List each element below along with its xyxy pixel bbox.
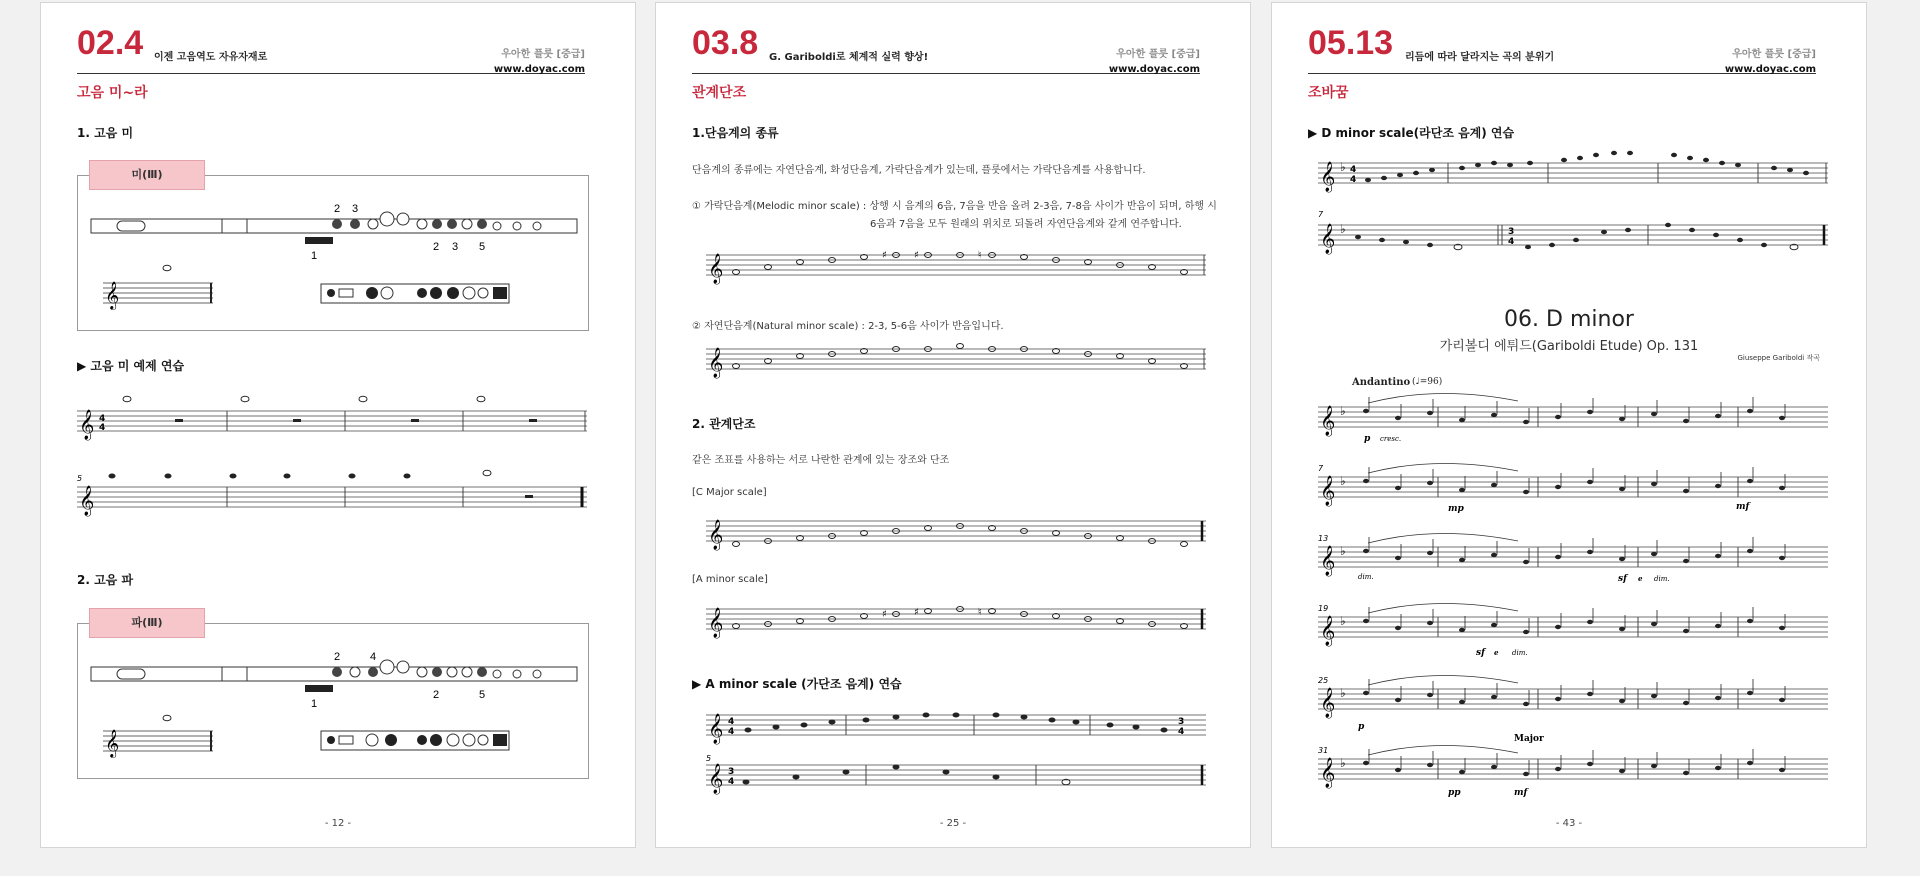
dynamic-mark: e (1494, 648, 1499, 657)
flat-sign: ♭ (1340, 614, 1346, 628)
svg-text:2: 2 (334, 651, 341, 663)
staff-a-minor (706, 603, 1206, 639)
dynamic-mark: p (1364, 434, 1371, 444)
note-head (1459, 628, 1465, 632)
note-head (1523, 490, 1529, 494)
svg-text:5: 5 (479, 241, 486, 253)
dynamic-mark: mf (1514, 788, 1528, 798)
note-head (1747, 619, 1753, 623)
note-head (1619, 627, 1625, 631)
chapter-number: 03.8 (692, 24, 759, 62)
measure-number: 7 (1318, 210, 1324, 219)
svg-text:𝄞: 𝄞 (708, 348, 724, 378)
svg-text:3: 3 (1508, 227, 1515, 237)
flat-sign: ♭ (1340, 756, 1346, 770)
staff-practice-2 (77, 473, 587, 517)
svg-text:1: 1 (311, 698, 318, 710)
svg-text:𝄞: 𝄞 (105, 281, 120, 309)
svg-text:♭: ♭ (1340, 222, 1346, 236)
staff-c-major (706, 515, 1206, 551)
staff-mi-note (103, 271, 223, 311)
svg-text:♭: ♭ (1340, 160, 1346, 174)
note-head (1523, 630, 1529, 634)
measure-number: 5 (706, 754, 712, 763)
note-head (1747, 479, 1753, 483)
note-head (1651, 764, 1657, 768)
page-43 (1271, 2, 1867, 848)
note-head (1587, 620, 1593, 624)
etude-score (1318, 389, 1828, 798)
note-head (1555, 485, 1561, 489)
etude-title: 06. D minor (1504, 307, 1634, 332)
svg-text:𝄞: 𝄞 (708, 254, 724, 284)
note-head (1683, 701, 1689, 705)
svg-text:3: 3 (352, 203, 359, 215)
key-chart-mi (321, 283, 511, 305)
treble-clef: 𝄞 (1320, 546, 1336, 576)
note-head (1683, 771, 1689, 775)
svg-text:𝄞: 𝄞 (708, 608, 724, 638)
treble-clef: 𝄞 (1320, 758, 1336, 788)
note-head (1395, 556, 1401, 560)
heading-relative-key: 2. 관계단조 (692, 417, 756, 431)
note-head (1555, 767, 1561, 771)
section-title: 조바꿈 (1308, 85, 1349, 101)
note-head (1491, 413, 1497, 417)
note-head (1395, 698, 1401, 702)
measure-number: 19 (1318, 604, 1329, 613)
svg-text:4: 4 (99, 423, 106, 433)
flute-diagram-mi (87, 199, 587, 269)
svg-text:2: 2 (334, 203, 341, 215)
note-head (1715, 414, 1721, 418)
note-head (1395, 486, 1401, 490)
svg-text:♯: ♯ (914, 607, 919, 618)
book-brand: 우아한 플룻 [중급] (1732, 49, 1816, 60)
svg-text:4: 4 (99, 414, 106, 424)
note-head (1779, 556, 1785, 560)
note-head (1619, 557, 1625, 561)
note-head (1363, 409, 1369, 413)
note-head (1587, 762, 1593, 766)
staff-d-minor-2 (1318, 209, 1828, 253)
staff-natural-minor (706, 343, 1206, 379)
note-head (1715, 554, 1721, 558)
svg-text:♯: ♯ (914, 250, 919, 261)
dynamic-mark: sf (1476, 648, 1485, 658)
note-head (1459, 770, 1465, 774)
note-head (1619, 769, 1625, 773)
svg-text:𝄞: 𝄞 (79, 410, 95, 440)
page-number: - 12 - (324, 818, 352, 829)
slur (1368, 463, 1518, 473)
note-head (1523, 420, 1529, 424)
note-head (1747, 549, 1753, 553)
page-25 (655, 2, 1251, 848)
note-head (1587, 692, 1593, 696)
note-head (1715, 624, 1721, 628)
slur (1368, 393, 1518, 403)
flute-diagram-fa (87, 647, 587, 717)
dynamic-mark: dim. (1654, 575, 1670, 583)
chapter-number: 05.13 (1308, 24, 1394, 62)
dynamic-mark: p (1358, 722, 1365, 732)
measure-number: 13 (1318, 534, 1329, 543)
page-number: - 25 - (939, 818, 967, 829)
note-head (1427, 763, 1433, 767)
note-head (1715, 484, 1721, 488)
note-head (1363, 691, 1369, 695)
dynamic-mark: mp (1448, 504, 1464, 514)
svg-text:𝄞: 𝄞 (708, 520, 724, 550)
note-head (1779, 768, 1785, 772)
chapter-subtitle: 이젠 고음역도 자유자재로 (154, 52, 268, 63)
note-head (1555, 415, 1561, 419)
note-head (1587, 410, 1593, 414)
note-head (1491, 623, 1497, 627)
note-head (1459, 558, 1465, 562)
note-head (1363, 479, 1369, 483)
svg-text:4: 4 (1350, 165, 1357, 175)
site-url: www.doyac.com (493, 64, 585, 75)
svg-text:1: 1 (311, 250, 318, 262)
dynamic-mark: mf (1736, 502, 1750, 512)
note-head (1651, 622, 1657, 626)
svg-text:♯: ♯ (882, 609, 887, 620)
staff-a-minor-practice-2 (706, 753, 1206, 793)
svg-text:2: 2 (433, 241, 440, 253)
dynamic-mark: dim. (1358, 573, 1374, 581)
note-head (1715, 766, 1721, 770)
note-head (1459, 418, 1465, 422)
note-head (1779, 416, 1785, 420)
note-head (1683, 419, 1689, 423)
label-c-major: [C Major scale] (692, 487, 767, 498)
note-head (1427, 551, 1433, 555)
note-head (1459, 700, 1465, 704)
heading-minor-types: 1.단음계의 종류 (692, 126, 779, 140)
treble-clef: 𝄞 (1320, 616, 1336, 646)
note-head (1491, 483, 1497, 487)
note-head (1779, 626, 1785, 630)
svg-text:𝄞: 𝄞 (1320, 224, 1336, 254)
note-head (1683, 629, 1689, 633)
svg-text:4: 4 (370, 651, 377, 663)
svg-text:4: 4 (728, 777, 735, 787)
note-head (1427, 481, 1433, 485)
note-head (1651, 412, 1657, 416)
dynamic-mark: sf (1618, 574, 1627, 584)
heading-mi-practice: ▶ 고음 미 예제 연습 (77, 359, 185, 373)
svg-text:4: 4 (1508, 237, 1515, 247)
note-head (1395, 416, 1401, 420)
flat-sign: ♭ (1340, 686, 1346, 700)
measure-number: 31 (1318, 746, 1329, 755)
note-head (1491, 765, 1497, 769)
note-head (1779, 486, 1785, 490)
svg-text:𝄞: 𝄞 (708, 714, 724, 744)
chapter-subtitle: G. Gariboldi로 체계적 실력 향상! (769, 52, 929, 63)
note-head (1523, 560, 1529, 564)
note-head (1491, 553, 1497, 557)
note-head (1555, 555, 1561, 559)
note-head (1395, 768, 1401, 772)
note-head (1427, 621, 1433, 625)
note-head (1523, 702, 1529, 706)
svg-text:𝄞: 𝄞 (105, 729, 120, 757)
note-head (1555, 697, 1561, 701)
flat-sign: ♭ (1340, 404, 1346, 418)
staff-a-minor-practice-1 (706, 709, 1206, 745)
book-brand: 우아한 플룻 [중급] (1116, 49, 1200, 60)
site-url: www.doyac.com (1108, 64, 1200, 75)
staff-d-minor-1 (1318, 157, 1828, 193)
treble-clef: 𝄞 (1320, 688, 1336, 718)
note-head (1747, 409, 1753, 413)
dynamic-mark: dim. (1512, 649, 1528, 657)
measure-number: 7 (1318, 464, 1324, 473)
svg-text:4: 4 (1178, 727, 1185, 737)
svg-text:3: 3 (728, 767, 735, 777)
measure-number: 5 (77, 474, 83, 483)
paragraph-melodic-1: ① 가락단음계(Melodic minor scale) : 상행 시 음계의 6음, 7음을 반음 올려 2-3음, 7-8음 사이가 반음이 되며, 하행 시 (692, 201, 1217, 212)
svg-text:3: 3 (452, 241, 459, 253)
note-head (1363, 619, 1369, 623)
svg-text:♯: ♯ (882, 250, 887, 261)
note-head (1683, 559, 1689, 563)
page-number: - 43 - (1555, 818, 1583, 829)
note-head (1779, 698, 1785, 702)
note-head (1651, 482, 1657, 486)
staff-fa-note (103, 719, 223, 759)
note-tag-mi: 미(Ⅲ) (89, 160, 205, 190)
note-head (1651, 552, 1657, 556)
note-head (1555, 625, 1561, 629)
paragraph-intro: 단음계의 종류에는 자연단음계, 화성단음계, 가락단음계가 있는데, 플룻에서는 가락단음계를 사용합니다. (692, 165, 1146, 176)
flat-sign: ♭ (1340, 544, 1346, 558)
dynamic-mark: cresc. (1380, 435, 1402, 443)
heading-a-minor-practice: ▶ A minor scale (가단조 음계) 연습 (692, 677, 902, 691)
heading-d-minor-practice: ▶ D minor scale(라단조 음계) 연습 (1308, 126, 1515, 140)
chapter-subtitle: 리듬에 따라 달라지는 곡의 분위기 (1405, 52, 1555, 63)
heading-high-mi: 1. 고음 미 (77, 126, 134, 140)
paragraph-melodic-2: 6음과 7음을 모두 원래의 위치로 되돌려 자연단음계와 같게 연주합니다. (870, 219, 1182, 230)
note-head (1619, 417, 1625, 421)
dynamic-mark: e (1638, 574, 1643, 583)
paragraph-natural: ② 자연단음계(Natural minor scale) : 2-3, 5-6음 사이가 반음입니다. (692, 321, 1004, 332)
key-chart-fa (321, 730, 511, 752)
treble-clef: 𝄞 (1320, 406, 1336, 436)
composer: Giuseppe Gariboldi 작곡 (1737, 354, 1820, 362)
svg-text:4: 4 (1350, 175, 1357, 185)
slur (1368, 533, 1518, 543)
note-head (1651, 694, 1657, 698)
chapter-number: 02.4 (77, 24, 144, 62)
note-head (1619, 487, 1625, 491)
svg-text:♮: ♮ (978, 607, 982, 618)
svg-text:3: 3 (1178, 717, 1185, 727)
note-head (1587, 550, 1593, 554)
note-head (1619, 699, 1625, 703)
svg-text:♮: ♮ (978, 250, 982, 261)
etude-subtitle: 가리볼디 에튀드(Gariboldi Etude) Op. 131 (1439, 339, 1699, 354)
note-head (1587, 480, 1593, 484)
note-head (1715, 696, 1721, 700)
note-head (1683, 489, 1689, 493)
note-head (1491, 695, 1497, 699)
measure-number: 25 (1318, 676, 1329, 685)
svg-text:4: 4 (728, 717, 735, 727)
label-a-minor: [A minor scale] (692, 574, 768, 585)
svg-text:𝄞: 𝄞 (708, 764, 724, 794)
note-head (1427, 411, 1433, 415)
staff-melodic-minor (706, 249, 1206, 285)
paragraph-relative: 같은 조표를 사용하는 서로 나란한 관계에 있는 장조와 단조 (692, 455, 950, 466)
major-label: Major (1514, 734, 1544, 744)
note-head (1363, 761, 1369, 765)
slur (1368, 603, 1518, 613)
staff-practice-1 (77, 401, 587, 441)
note-head (1747, 761, 1753, 765)
svg-text:𝄞: 𝄞 (79, 486, 95, 516)
note-head (1427, 693, 1433, 697)
note-head (1395, 626, 1401, 630)
note-head (1459, 488, 1465, 492)
svg-text:5: 5 (479, 689, 486, 701)
flat-sign: ♭ (1340, 474, 1346, 488)
book-brand: 우아한 플룻 [중급] (501, 49, 585, 60)
tempo-value: (♩=96) (1412, 377, 1443, 387)
note-head (1363, 549, 1369, 553)
svg-text:2: 2 (433, 689, 440, 701)
slur (1368, 675, 1518, 685)
note-tag-fa: 파(Ⅲ) (89, 608, 205, 638)
page-12 (40, 2, 636, 848)
heading-high-fa: 2. 고음 파 (77, 573, 134, 587)
note-head (1747, 691, 1753, 695)
svg-text:4: 4 (728, 727, 735, 737)
svg-text:𝄞: 𝄞 (1320, 162, 1336, 192)
dynamic-mark: pp (1448, 788, 1461, 798)
section-title: 고음 미~라 (77, 85, 148, 101)
site-url: www.doyac.com (1724, 64, 1816, 75)
note-head (1523, 772, 1529, 776)
slur (1368, 745, 1518, 755)
tempo-marking: Andantino (1352, 377, 1411, 388)
section-title: 관계단조 (692, 85, 747, 101)
treble-clef: 𝄞 (1320, 476, 1336, 506)
